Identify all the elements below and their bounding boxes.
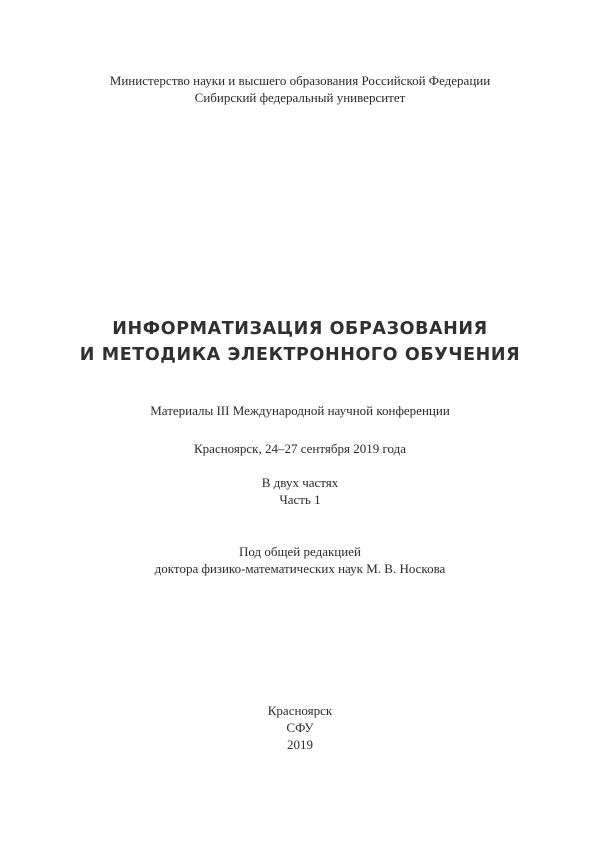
imprint-city: Красноярск bbox=[267, 703, 333, 718]
editor-name: доктора физико-математических наук М. В. Носкова bbox=[154, 561, 446, 576]
location-date: Красноярск, 24–27 сентября 2019 года bbox=[194, 441, 406, 456]
parts-total: В двух частях bbox=[261, 475, 339, 490]
imprint-year: 2019 bbox=[287, 737, 313, 752]
imprint-publisher: СФУ bbox=[286, 720, 314, 735]
university-line: Сибирский федеральный университет bbox=[194, 90, 406, 105]
book-title-line-1: ИНФОРМАТИЗАЦИЯ ОБРАЗОВАНИЯ bbox=[112, 319, 488, 339]
part-number: Часть 1 bbox=[279, 492, 321, 507]
conference-subtitle: Материалы III Международной научной конференции bbox=[150, 403, 450, 418]
book-title-line-2: И МЕТОДИКА ЭЛЕКТРОННОГО ОБУЧЕНИЯ bbox=[79, 345, 521, 365]
editor-intro: Под общей редакцией bbox=[239, 544, 361, 559]
ministry-line: Министерство науки и высшего образования Российской Федерации bbox=[109, 73, 491, 88]
